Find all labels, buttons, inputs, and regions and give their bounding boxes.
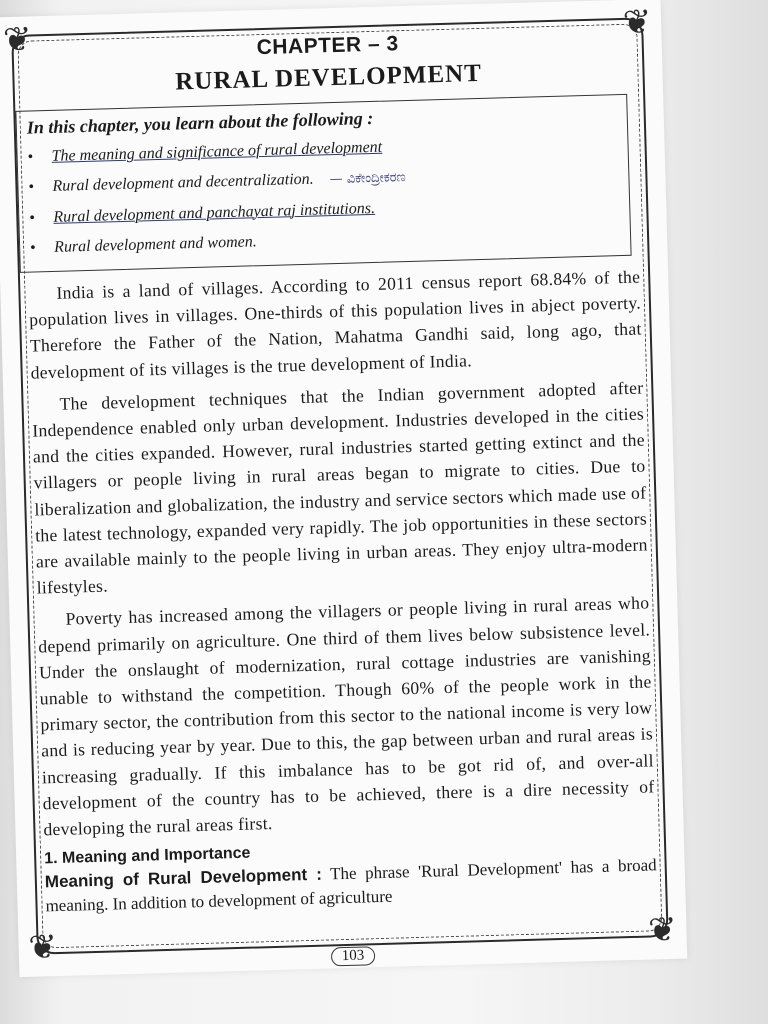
bullet-icon: •: [29, 239, 37, 257]
bullet-icon: •: [29, 209, 36, 227]
section-text: The phrase 'Rural Development' has a broad meaning. In addition to development of agriculture: [45, 855, 657, 916]
bullet-icon: •: [28, 178, 35, 196]
bullet-icon: •: [27, 148, 34, 166]
list-item-text: Rural development and women.: [53, 233, 257, 256]
list-item-text: The meaning and significance of rural development: [51, 138, 383, 165]
learning-objectives-box: [15, 94, 631, 273]
list-item-text: Rural development and panchayat raj institutions.: [53, 199, 376, 226]
page-number: 103: [331, 946, 376, 966]
corner-ornament-icon: ❦: [2, 21, 33, 60]
body-paragraph: The development techniques that the Indian government adopted after Independence enabled only urban development. Industries developed in the cities and the cities expanded. However, rural industries started getting extinct and the villagers or people living in rural areas began to migrate to cities. Due to liberalization and globalization, the industry and service sectors which made use of the latest technology, expanded very rapidly. The job opportunities in these sectors are available mainly to the people living in urban areas. They enjoy ultra-modern lifestyles.: [31, 377, 648, 598]
corner-ornament-icon: ❦: [27, 929, 58, 967]
corner-ornament-icon: ❦: [622, 4, 652, 42]
section-heading: 1. Meaning and Importance: [44, 844, 251, 868]
learning-objectives-heading: In this chapter, you learn about the following :: [26, 107, 374, 138]
handwritten-note: — ವಿಕೇಂದ್ರೀಕರಣ: [329, 170, 406, 188]
body-paragraph: India is a land of villages. According to 2011 census report 68.84% of the population lives in villages. One-thirds of this population lives in abject poverty. Therefore the Father of the Nation, Mahatma Gandhi said, long ago, that development of its villages is the true development of India.: [28, 266, 642, 383]
section-subheading: Meaning of Rural Development :: [44, 864, 323, 892]
page-content: [21, 20, 657, 919]
list-item-text: Rural development and decentralization.: [52, 170, 314, 195]
chapter-label: CHAPTER – 3: [256, 32, 399, 60]
learning-objectives-list: [27, 126, 620, 263]
chapter-title: RURAL DEVELOPMENT: [174, 59, 483, 96]
corner-ornament-icon: ❦: [647, 911, 678, 950]
body-paragraph: Poverty has increased among the villagers or people living in rural areas who depend primarily on agriculture. One third of them lives below subsistence level. Under the onslaught of modernization, rural cottage industries are vanishing unable to withstand the competition. Though 60% of the people work in the primary sector, the contribution from this sector to the national income is very low and is reducing year by year. Due to this, the gap between urban and rural areas is increasing gradually. If this imbalance has to be got rid of, and over-all development of the country has to be achieved, there is a dire necessity of developing the rural areas first.: [38, 592, 655, 840]
